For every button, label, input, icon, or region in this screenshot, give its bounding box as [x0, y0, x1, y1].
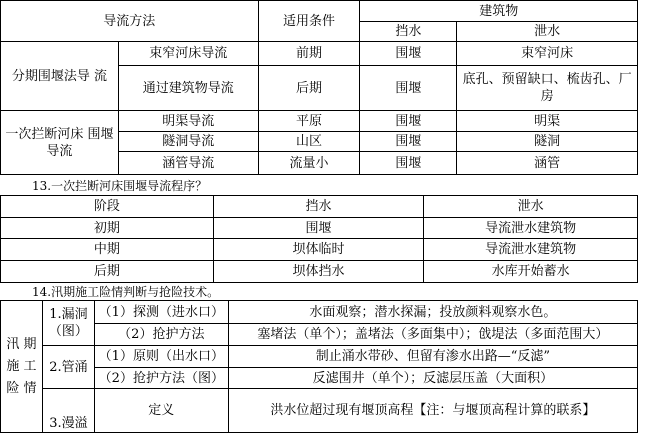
condition-cell: 流量小 — [258, 152, 360, 175]
overflow-label: 3.漫溢 — [42, 389, 94, 433]
pipe-label: 2.管涌 — [42, 346, 94, 389]
section-14-title: 14.汛期施工险情判断与抢险技术。 — [32, 285, 220, 299]
item-cell: （1）原则（出水口） — [94, 346, 228, 368]
flood-hazard-table — [0, 300, 638, 433]
item-cell: （2）抢护方法（图） — [94, 368, 228, 389]
content-cell: 水面观察；潜水探漏；投放颜料观察水色。 — [228, 301, 637, 324]
retaining-cell: 坝体临时 — [213, 239, 424, 261]
retaining-cell: 围堰 — [213, 218, 424, 239]
diversion-procedure-table — [0, 195, 638, 283]
item-cell: 定义 — [94, 389, 228, 433]
method-cell: 束窄河床导流 — [118, 42, 258, 66]
method-cell: 涵管导流 — [118, 152, 258, 175]
discharge-cell: 导流泄水建筑物 — [424, 218, 638, 239]
header-building: 建筑物 — [360, 1, 638, 22]
header-discharge: 泄水 — [457, 22, 638, 42]
stage-cell: 后期 — [1, 261, 214, 283]
retaining-cell: 围堰 — [360, 66, 457, 111]
diversion-method-table — [0, 0, 638, 175]
discharge-cell: 明渠 — [457, 111, 638, 132]
retaining-cell: 围堰 — [360, 132, 457, 152]
condition-cell: 前期 — [258, 42, 360, 66]
header-stage: 阶段 — [1, 196, 214, 218]
stage-cell: 初期 — [1, 218, 214, 239]
header-discharge: 泄水 — [424, 196, 638, 218]
discharge-cell: 底孔、预留缺口、梳齿孔、厂房 — [457, 66, 638, 111]
content-cell: 反滤围井（单个）；反滤层压盖（大面积） — [228, 368, 637, 389]
retaining-cell: 围堰 — [360, 152, 457, 175]
content-cell: 洪水位超过现有堰顶高程【注：与堰顶高程计算的联系】 — [228, 389, 637, 433]
item-cell: （1）探测（进水口） — [94, 301, 228, 324]
group-label-staged: 分期围堰法导 流 — [1, 42, 119, 111]
discharge-cell: 水库开始蓄水 — [424, 261, 638, 283]
discharge-cell: 束窄河床 — [457, 42, 638, 66]
content-cell: 塞堵法（单个）；盖堵法（多面集中）；戗堤法（多面范围大） — [228, 324, 637, 346]
condition-cell: 山区 — [258, 132, 360, 152]
group-label-one-time: 一次拦断河床 围堰导流 — [1, 111, 119, 175]
method-cell: 明渠导流 — [118, 111, 258, 132]
flood-side-label: 汛 期 施 工 险 情 — [1, 301, 43, 433]
header-retaining: 挡水 — [213, 196, 424, 218]
header-condition: 适用条件 — [258, 1, 360, 42]
condition-cell: 后期 — [258, 66, 360, 111]
leak-label: 1.漏洞（图） — [42, 301, 94, 346]
retaining-cell: 围堰 — [360, 111, 457, 132]
stage-cell: 中期 — [1, 239, 214, 261]
section-13-title: 13.一次拦断河床围堰导流程序？ — [32, 179, 208, 193]
retaining-cell: 坝体挡水 — [213, 261, 424, 283]
retaining-cell: 围堰 — [360, 42, 457, 66]
condition-cell: 平原 — [258, 111, 360, 132]
content-cell: 制止涌水带砂、但留有渗水出路—“反滤” — [228, 346, 637, 368]
method-cell: 隧洞导流 — [118, 132, 258, 152]
header-method: 导流方法 — [1, 1, 259, 42]
item-cell: （2）抢护方法 — [94, 324, 228, 346]
discharge-cell: 导流泄水建筑物 — [424, 239, 638, 261]
header-retaining: 挡水 — [360, 22, 457, 42]
discharge-cell: 隧洞 — [457, 132, 638, 152]
method-cell: 通过建筑物导流 — [118, 66, 258, 111]
discharge-cell: 涵管 — [457, 152, 638, 175]
